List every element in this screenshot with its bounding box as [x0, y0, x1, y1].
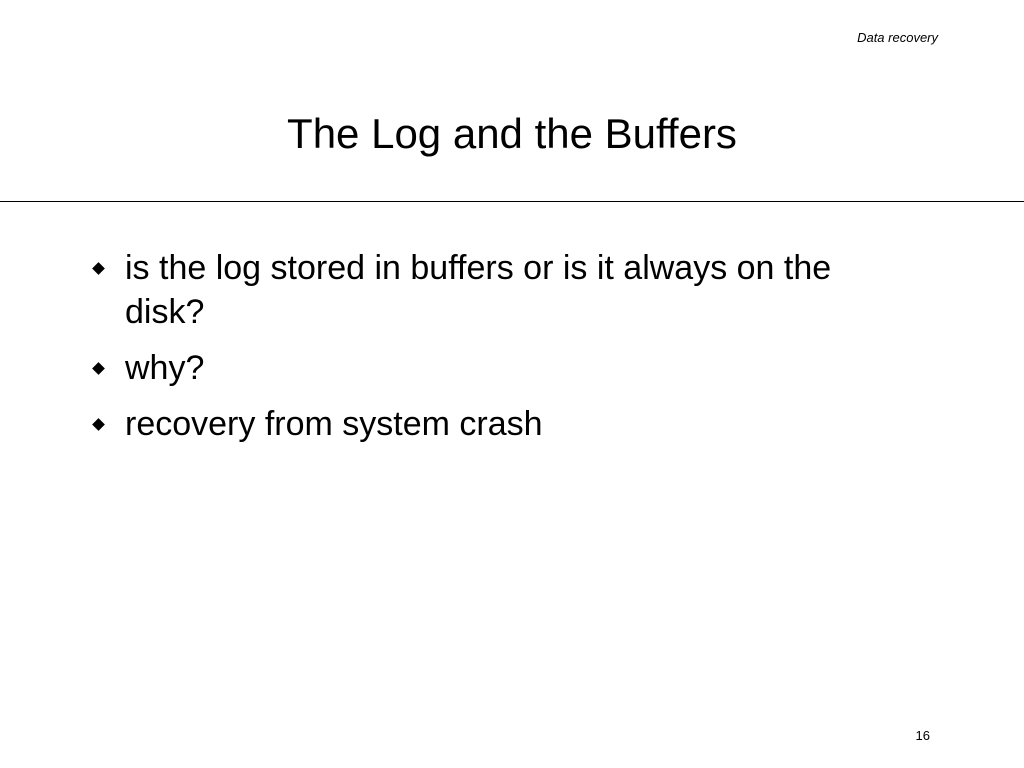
- bullet-list: [88, 246, 918, 458]
- bullet-item: [88, 346, 918, 390]
- page-number: 16: [915, 728, 930, 743]
- bullet-item: [88, 246, 918, 334]
- slide-title: The Log and the Buffers: [287, 110, 737, 157]
- bullet-item: [88, 402, 918, 446]
- bullet-text: recovery from system crash: [125, 405, 543, 443]
- header-label: Data recovery: [857, 30, 938, 45]
- diamond-bullet-icon: [92, 418, 105, 431]
- title-divider: [0, 201, 1024, 202]
- bullet-text: why?: [125, 349, 205, 387]
- bullet-text: is the log stored in buffers or is it always on the disk?: [125, 249, 832, 331]
- diamond-bullet-icon: [92, 262, 105, 275]
- diamond-bullet-icon: [92, 362, 105, 375]
